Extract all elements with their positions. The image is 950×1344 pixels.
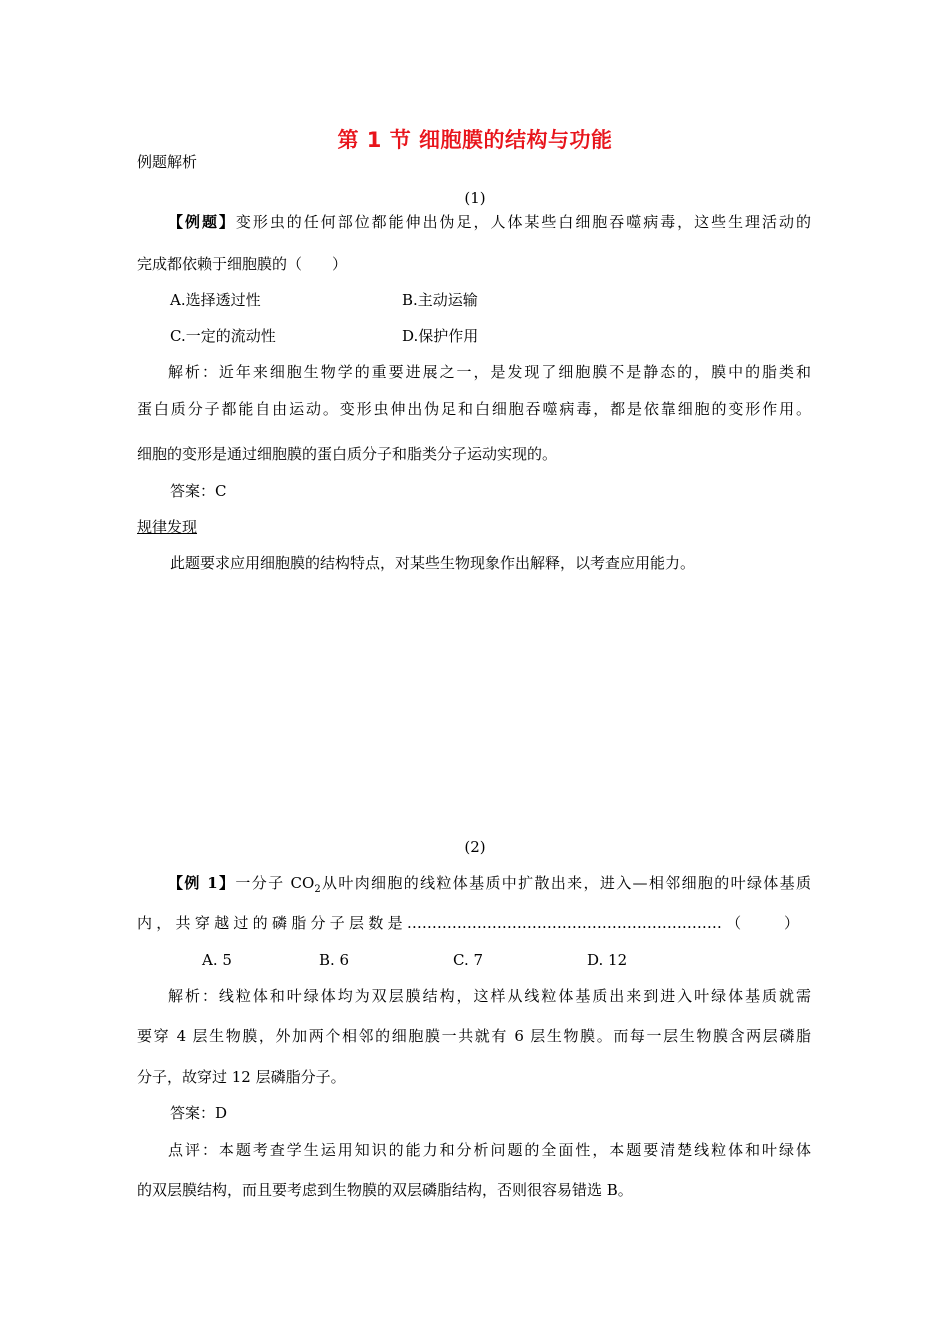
analysis-2-line-2: 要穿 4 层生物膜，外加两个相邻的细胞膜一共就有 6 层生物膜。而每一层生物膜含两层磷脂 [137, 1027, 811, 1045]
question-2-text-b: 从叶肉细胞的线粒体基质中扩散出来，进入—相邻细胞的叶绿体基质 [320, 874, 811, 892]
analysis-2-line-3: 分子，故穿过 12 层磷脂分子。 [137, 1068, 346, 1086]
rule-text: 此题要求应用细胞膜的结构特点，对某些生物现象作出解释，以考查应用能力。 [170, 554, 696, 572]
question-2-text-a: 一分子 CO [235, 874, 315, 892]
option-1-c: C.一定的流动性 [170, 327, 276, 345]
option-2-a: A. 5 [202, 951, 232, 969]
section-label: 例题解析 [137, 153, 198, 171]
question-2-line-2: 内，共穿越过的磷脂分子层数是………………………………………………………（ ） [137, 914, 799, 932]
question-1-tag: 【例题】 [168, 213, 236, 231]
question-1-line-1 [137, 212, 811, 232]
option-2-d: D. 12 [587, 951, 628, 969]
part-number-2: (2) [464, 838, 486, 856]
analysis-1-line-1: 解析：近年来细胞生物学的重要进展之一，是发现了细胞膜不是静态的，膜中的脂类和 [168, 363, 811, 381]
comment-line-1: 点评：本题考查学生运用知识的能力和分析问题的全面性，本题要清楚线粒体和叶绿体 [168, 1141, 811, 1159]
question-1-line-2: 完成都依赖于细胞膜的（ ） [137, 255, 348, 273]
option-1-a: A.选择透过性 [170, 291, 261, 309]
option-1-b: B.主动运输 [402, 291, 478, 309]
option-2-c: C. 7 [453, 951, 484, 969]
option-2-b: B. 6 [319, 951, 350, 969]
analysis-1-line-2: 蛋白质分子都能自由运动。变形虫伸出伪足和白细胞吞噬病毒，都是依靠细胞的变形作用。 [137, 400, 811, 418]
analysis-1-line-3: 细胞的变形是通过细胞膜的蛋白质分子和脂类分子运动实现的。 [137, 445, 558, 463]
page-title: 第 1 节 细胞膜的结构与功能 [337, 128, 613, 152]
rule-heading: 规律发现 [137, 518, 198, 536]
answer-2: 答案：D [170, 1104, 228, 1122]
part-number-1: (1) [464, 189, 486, 207]
comment-line-2: 的双层膜结构，而且要考虑到生物膜的双层磷脂结构，否则很容易错选 B。 [137, 1181, 633, 1199]
question-2-line-1 [137, 873, 811, 900]
question-1-text: 变形虫的任何部位都能伸出伪足，人体某些白细胞吞噬病毒，这些生理活动的 [235, 213, 811, 231]
question-2-subscript: 2 [314, 884, 321, 895]
answer-1: 答案：C [170, 482, 227, 500]
option-1-d: D.保护作用 [402, 327, 479, 345]
analysis-2-line-1: 解析：线粒体和叶绿体均为双层膜结构，这样从线粒体基质出来到进入叶绿体基质就需 [168, 987, 811, 1005]
question-2-tag: 【例 1】 [168, 874, 236, 892]
